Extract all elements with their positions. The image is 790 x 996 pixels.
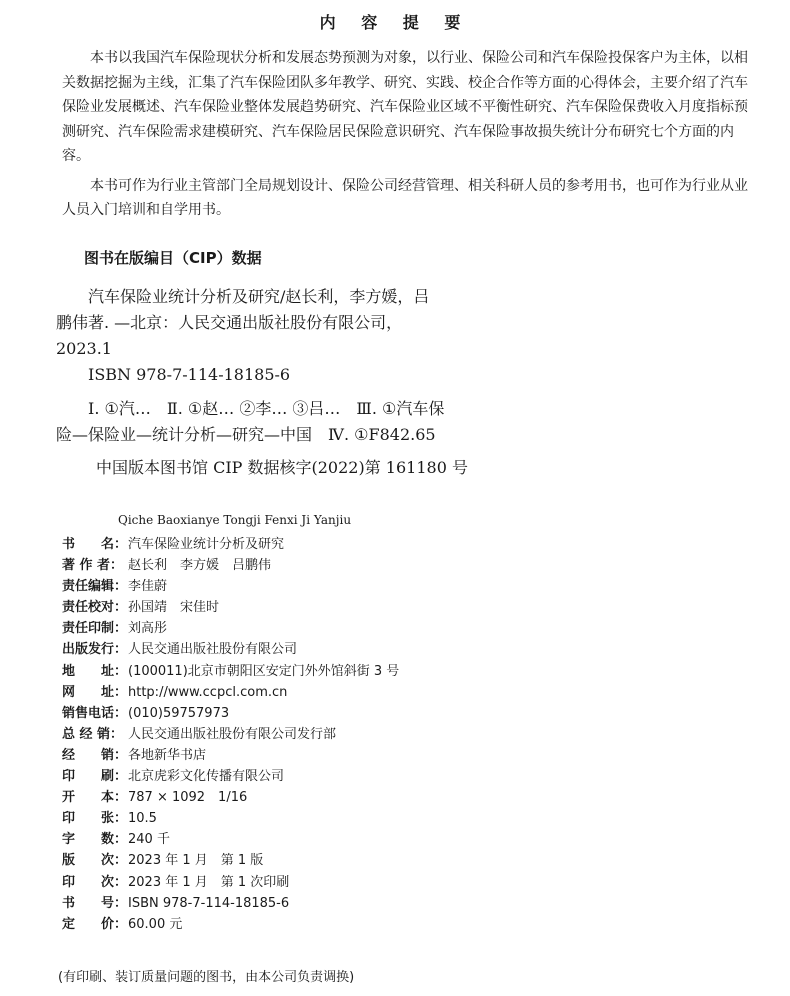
info-row-proofreader — [62, 597, 762, 618]
info-value: 汽车保险业统计分析及研究 — [128, 537, 285, 552]
info-label: 开 本： — [62, 790, 128, 806]
info-row-website — [62, 682, 762, 703]
info-label: 地 址： — [62, 663, 128, 679]
info-value: 60.00 元 — [128, 916, 183, 932]
info-row-print-manager — [62, 618, 762, 639]
info-row-word-count — [62, 829, 762, 850]
info-value: 刘高彤 — [128, 621, 168, 637]
info-row-sheets — [62, 808, 762, 829]
info-value: 240 千 — [128, 832, 170, 848]
info-row-sales-phone — [62, 703, 762, 724]
cip-main-line-3: 2023.1 — [56, 339, 112, 358]
info-row-general-distributor — [62, 724, 762, 745]
summary-paragraph-1: 本书以我国汽车保险现状分析和发展态势预测为对象，以行业、保险公司和汽车保险投保客户为主体，以相关数据挖掘为主线，汇集了汽车保险团队多年教学、研究、实践、校企合作等方面的心得体会，主要介绍了汽车保险业发展概述、汽车保险业整体发展趋势研究、汽车保险业区域不平衡性研究、汽车保险保费收入月度指标预测研究、汽车保险需求建模研究、汽车保险居民保险意识研究、汽车保险事故损失统计分布研究七个方面的内容。 — [62, 50, 748, 164]
info-row-printer — [62, 766, 762, 787]
info-label: 责任编辑： — [62, 579, 128, 595]
info-row-isbn — [62, 893, 762, 914]
info-value: 10.5 — [128, 811, 157, 827]
summary-section — [62, 46, 750, 223]
info-label: 经 销： — [62, 747, 128, 763]
info-value: 孙国靖 宋佳时 — [128, 600, 220, 616]
info-value: ISBN 978-7-114-18185-6 — [128, 895, 290, 911]
publication-info — [62, 534, 762, 935]
cip-classification — [56, 396, 556, 448]
info-row-price — [62, 914, 762, 935]
cip-class-line-2: 险—保险业—统计分析—研究—中国 Ⅳ. ①F842.65 — [56, 425, 436, 444]
info-label: 销售电话： — [62, 705, 128, 721]
info-label: 印 张： — [62, 811, 128, 827]
pinyin-title: Qiche Baoxianye Tongji Fenxi Ji Yanjiu — [118, 513, 352, 527]
cip-main-line-2: 鹏伟著. —北京：人民交通出版社股份有限公司， — [56, 313, 403, 332]
info-row-format — [62, 787, 762, 808]
info-row-distributor — [62, 745, 762, 766]
info-value: (100011)北京市朝阳区安定门外外馆斜街 3 号 — [128, 663, 400, 679]
cip-heading: 图书在版编目（CIP）数据 — [84, 249, 262, 267]
info-label: 书 号： — [62, 895, 128, 911]
info-value: 2023 年 1 月 第 1 版 — [128, 853, 264, 869]
info-label: 著 作 者： — [62, 558, 124, 574]
cip-record-number: 中国版本图书馆 CIP 数据核字(2022)第 161180 号 — [96, 458, 468, 477]
info-label: 印 次： — [62, 874, 128, 890]
info-value: http://www.ccpcl.com.cn — [128, 684, 288, 700]
info-value: 北京虎彩文化传播有限公司 — [128, 769, 285, 785]
info-row-address — [62, 661, 762, 682]
info-value: 李佳蔚 — [128, 579, 168, 595]
info-label: 字 数： — [62, 832, 128, 848]
info-row-author — [62, 555, 762, 576]
info-row-printing — [62, 872, 762, 893]
page-title: 内 容 提 要 — [319, 13, 471, 32]
info-row-edition — [62, 850, 762, 871]
info-label: 总 经 销： — [62, 726, 124, 742]
info-label: 印 刷： — [62, 769, 128, 785]
cip-isbn: ISBN 978-7-114-18185-6 — [88, 365, 291, 384]
cip-class-line-1: Ⅰ. ①汽… Ⅱ. ①赵… ②李… ③吕… Ⅲ. ①汽车保 — [88, 399, 445, 418]
info-label: 网 址： — [62, 684, 128, 700]
info-value: 人民交通出版社股份有限公司 — [128, 642, 298, 658]
info-row-publisher — [62, 639, 762, 660]
info-value: (010)59757973 — [128, 705, 230, 721]
info-label: 出版发行： — [62, 642, 128, 658]
info-label: 版 次： — [62, 853, 128, 869]
info-label: 书 名： — [62, 537, 128, 552]
info-value: 787 × 1092 1/16 — [128, 790, 248, 806]
cip-main-entry — [56, 284, 556, 362]
info-label: 责任印制： — [62, 621, 128, 637]
info-label: 定 价： — [62, 916, 128, 932]
info-value: 赵长利 李方媛 吕鹏伟 — [128, 558, 272, 574]
info-value: 人民交通出版社股份有限公司发行部 — [128, 726, 337, 742]
summary-paragraph-2: 本书可作为行业主管部门全局规划设计、保险公司经营管理、相关科研人员的参考用书，也可作为行业从业人员入门培训和自学用书。 — [62, 177, 748, 218]
info-value: 各地新华书店 — [128, 747, 207, 763]
info-row-title — [62, 534, 762, 555]
quality-notice: (有印刷、装订质量问题的图书，由本公司负责调换) — [58, 970, 355, 985]
info-row-editor — [62, 576, 762, 597]
info-value: 2023 年 1 月 第 1 次印刷 — [128, 874, 290, 890]
cip-main-line-1: 汽车保险业统计分析及研究/赵长利，李方媛，吕 — [88, 287, 430, 306]
info-label: 责任校对： — [62, 600, 128, 616]
